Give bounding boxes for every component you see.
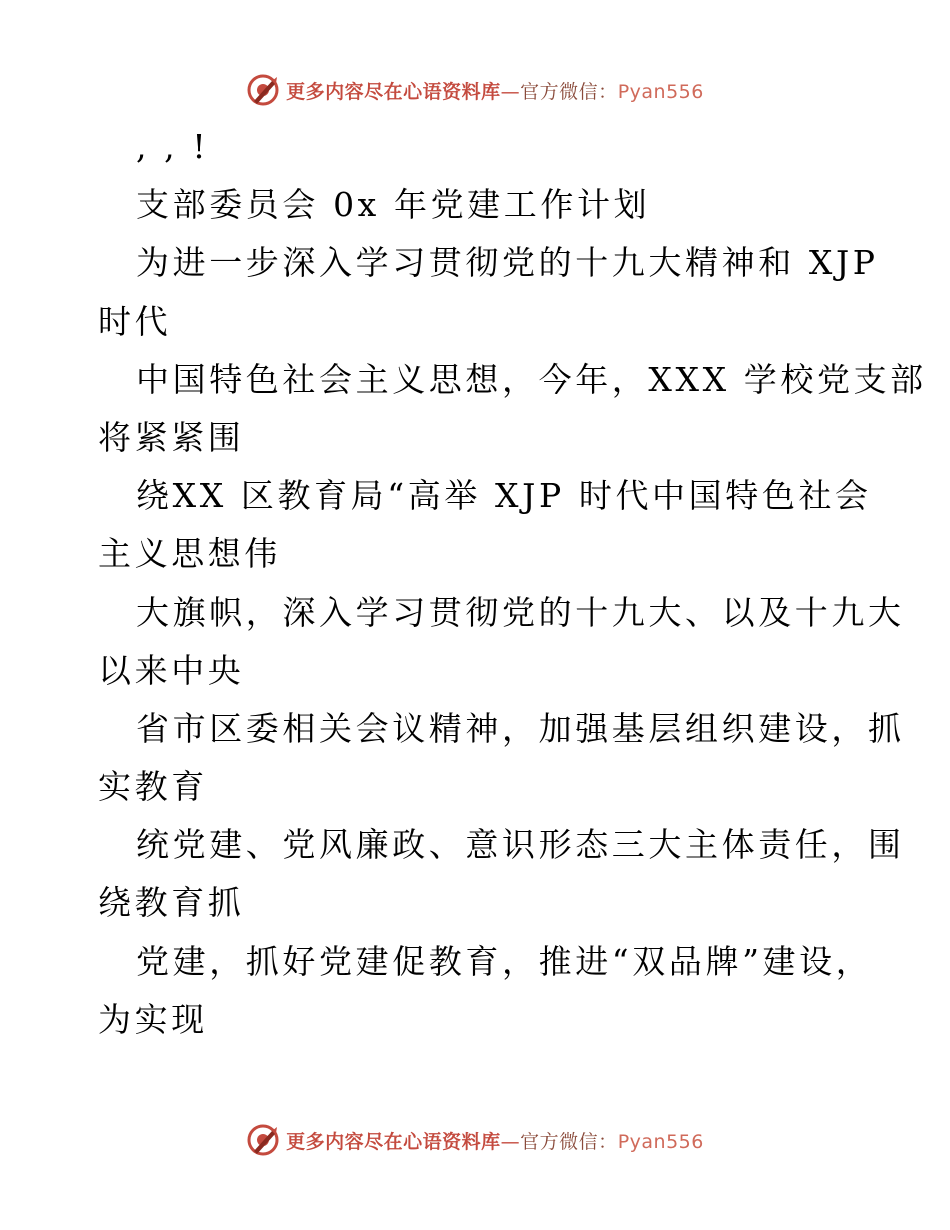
text-line: 以来中央 (98, 650, 245, 690)
watermark-main-text: 更多内容尽在心语资料库 (286, 1130, 501, 1153)
watermark-id: Pyan556 (617, 80, 704, 103)
text-line: 党建，抓好党建促教育，推进“双品牌”建设， (136, 941, 873, 981)
pen-logo-icon (246, 1123, 280, 1157)
text-line: 统党建、党风廉政、意识形态三大主体责任，围 (136, 825, 905, 865)
document-title: 支部委员会 0x 年党建工作计划 (136, 185, 651, 225)
document-body (98, 118, 927, 1049)
text-line: 主义思想伟 (98, 534, 281, 574)
watermark-main-text: 更多内容尽在心语资料库 (286, 80, 501, 103)
text-line: 将紧紧围 (98, 417, 245, 457)
text-line: 中国特色社会主义思想，今年，XXX 学校党支部 (136, 359, 927, 399)
text-line: 大旗帜，深入学习贯彻党的十九大、以及十九大 (136, 592, 905, 632)
watermark-label: 官方微信： (520, 1130, 618, 1153)
text-line: 为进一步深入学习贯彻党的十九大精神和 XJP (136, 243, 879, 283)
watermark-id: Pyan556 (617, 1130, 704, 1153)
text-line: 绕XX 区教育局“高举 XJP 时代中国特色社会 (136, 476, 872, 516)
text-line: 省市区委相关会议精神，加强基层组织建设，抓 (136, 708, 905, 748)
watermark-text (286, 77, 704, 104)
watermark-text (286, 1127, 704, 1154)
header-watermark (0, 70, 950, 110)
pen-logo-icon (246, 73, 280, 107)
watermark-label: 官方微信： (520, 80, 618, 103)
watermark-separator: — (500, 1130, 521, 1153)
footer-watermark (0, 1120, 950, 1160)
watermark-separator: — (500, 80, 521, 103)
text-line: 绕教育抓 (98, 883, 245, 923)
text-line: 为实现 (98, 999, 208, 1039)
text-line: 实教育 (98, 767, 208, 807)
text-line: 时代 (98, 301, 172, 341)
text-line: , , ! (136, 127, 210, 166)
